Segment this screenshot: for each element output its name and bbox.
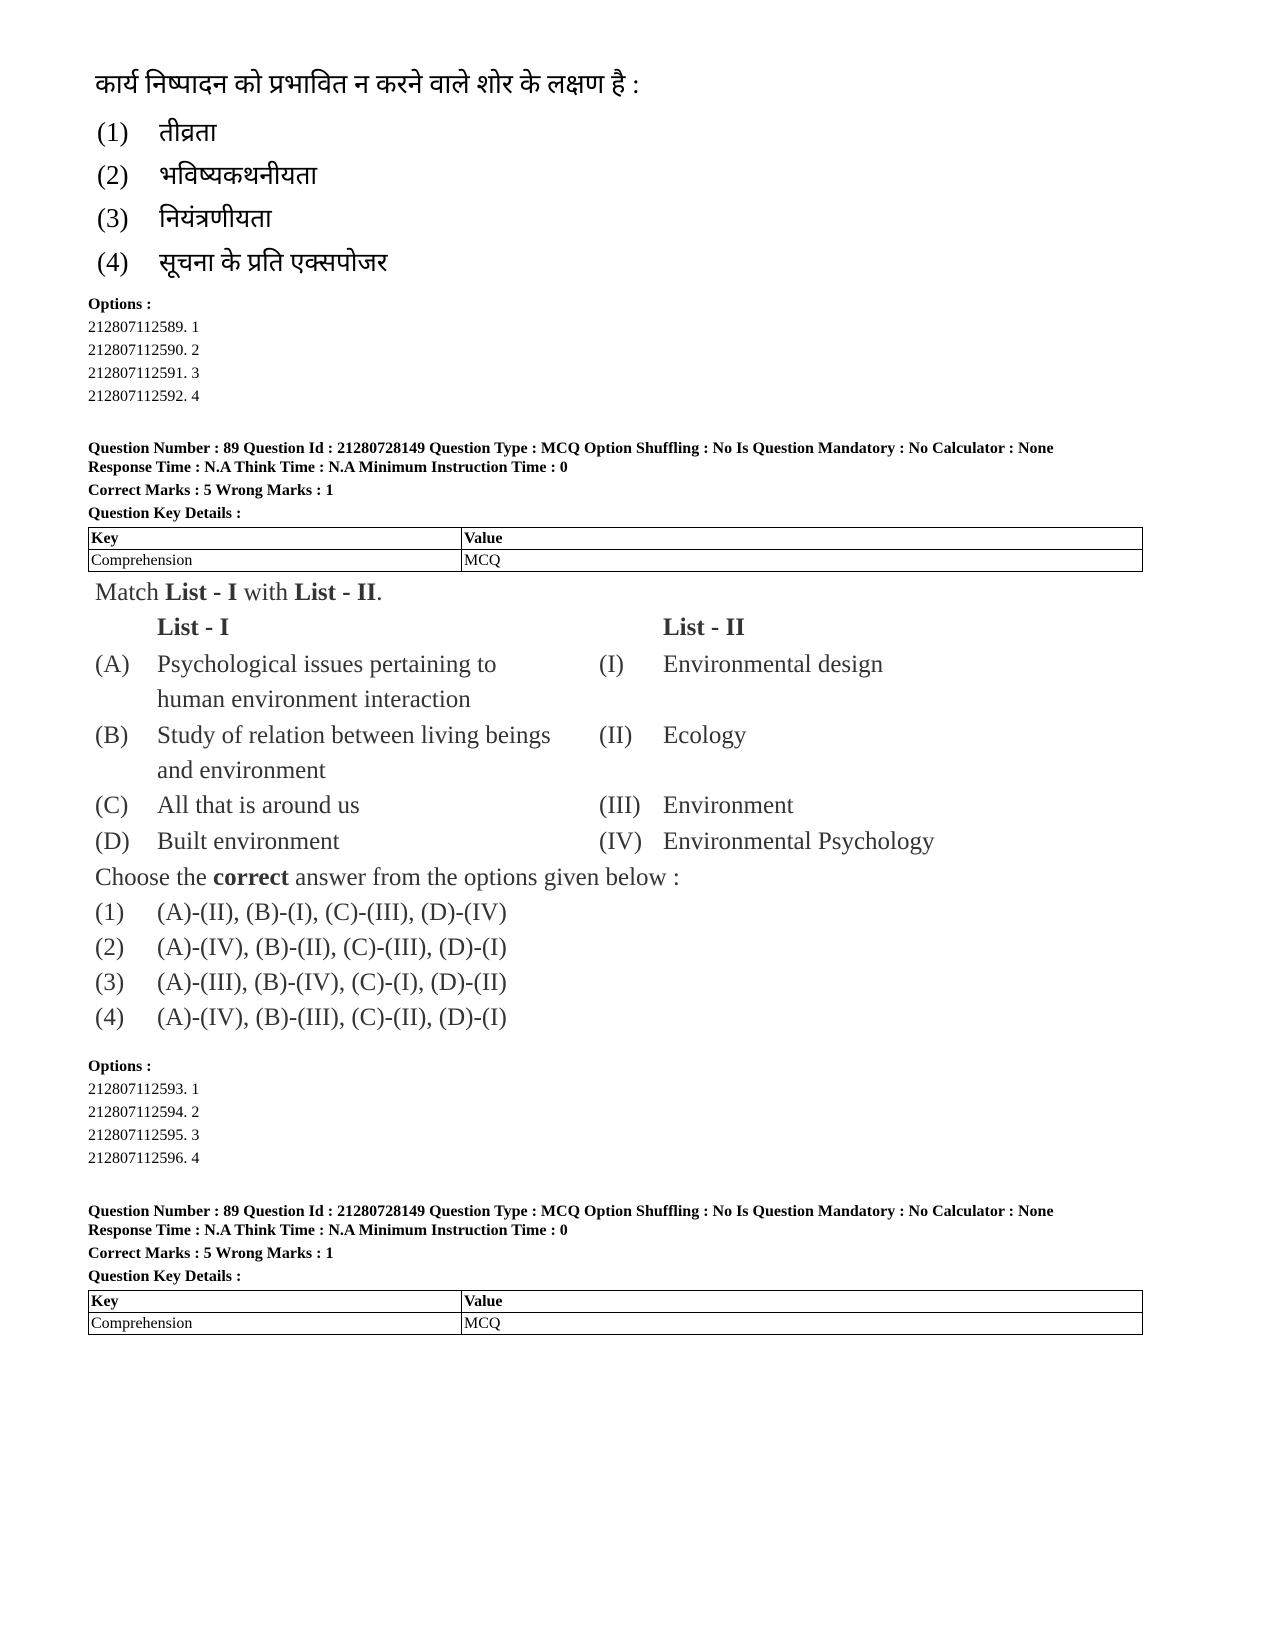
table-header-value: Value — [462, 528, 1143, 550]
row-label: (IV) — [599, 828, 643, 855]
choice-number: (2) — [97, 160, 129, 190]
row-label: (B) — [95, 722, 129, 749]
choice-text: भविष्यकथनीयता — [159, 161, 318, 190]
answer-text: (A)-(IV), (B)-(III), (C)-(II), (D)-(I) — [157, 1004, 507, 1031]
option-id: 212807112592. 4 — [88, 388, 200, 405]
row-label: (C) — [95, 792, 129, 819]
list-2-header — [663, 614, 745, 642]
table-cell-key: Comprehension — [89, 1313, 462, 1335]
stem-text: with — [237, 579, 295, 606]
stem-bold: List - II — [294, 579, 377, 606]
table-cell-value: MCQ — [462, 550, 1143, 572]
row-label: (III) — [599, 792, 641, 819]
stem-bold: List - I — [165, 579, 238, 606]
choice-text: सूचना के प्रति एक्सपोजर — [159, 248, 388, 277]
choice-number: (1) — [97, 117, 129, 147]
answer-number: (4) — [95, 1004, 125, 1031]
question-89-stem — [95, 579, 383, 607]
options-label: Options : — [88, 296, 152, 313]
key-details-label: Question Key Details : — [88, 1268, 242, 1285]
table-header-value: Value — [462, 1291, 1143, 1313]
question-88-choice-1 — [97, 113, 217, 149]
row-label: (A) — [95, 651, 130, 678]
question-meta-line-2: Response Time : N.A Think Time : N.A Minimum Instruction Time : 0 — [88, 459, 568, 476]
option-id: 212807112591. 3 — [88, 365, 200, 382]
answer-number: (1) — [95, 899, 125, 926]
table-row — [89, 550, 1143, 572]
table-row — [89, 528, 1143, 550]
table-row — [89, 1291, 1143, 1313]
question-88-stem: कार्य निष्पादन को प्रभावित न करने वाले शोर के लक्षण है : — [95, 69, 640, 99]
option-id: 212807112593. 1 — [88, 1081, 200, 1098]
row-label: (D) — [95, 828, 130, 855]
option-id: 212807112589. 1 — [88, 319, 200, 336]
list-2-item: Environmental design — [663, 651, 884, 678]
stem-text: . — [376, 579, 383, 606]
table-header-key: Key — [89, 528, 462, 550]
question-88-choice-4 — [97, 243, 387, 279]
instruction-text: answer from the options given below : — [288, 864, 680, 891]
list-1-item: All that is around us — [157, 792, 360, 819]
list-1-item-cont: and environment — [157, 757, 326, 784]
stem-text: Match — [95, 579, 166, 606]
answer-text: (A)-(III), (B)-(IV), (C)-(I), (D)-(II) — [157, 969, 507, 996]
list-1-item-cont: human environment interaction — [157, 686, 471, 713]
answer-text: (A)-(II), (B)-(I), (C)-(III), (D)-(IV) — [157, 899, 507, 926]
key-details-table — [88, 1290, 1143, 1335]
list-1-item: Built environment — [157, 828, 340, 855]
option-id: 212807112594. 2 — [88, 1104, 200, 1121]
choice-number: (4) — [97, 247, 129, 277]
instruction-text: Choose the — [95, 864, 214, 891]
answer-number: (2) — [95, 934, 125, 961]
list-1-header — [157, 614, 229, 642]
marks-line: Correct Marks : 5 Wrong Marks : 1 — [88, 482, 334, 499]
options-label: Options : — [88, 1058, 152, 1075]
question-88-choice-2 — [97, 156, 317, 192]
table-cell-value: MCQ — [462, 1313, 1143, 1335]
answer-text: (A)-(IV), (B)-(II), (C)-(III), (D)-(I) — [157, 934, 507, 961]
list-2-item: Environmental Psychology — [663, 828, 935, 855]
table-header-key: Key — [89, 1291, 462, 1313]
question-88-choice-3 — [97, 199, 272, 235]
instruction-bold: correct — [213, 864, 289, 891]
list-2-item: Ecology — [663, 722, 747, 749]
choice-text: तीव्रता — [159, 118, 217, 147]
list-header-text: List - II — [663, 614, 745, 641]
row-label: (II) — [599, 722, 633, 749]
choose-instruction — [95, 864, 680, 892]
option-id: 212807112596. 4 — [88, 1150, 200, 1167]
list-2-item: Environment — [663, 792, 794, 819]
question-meta-line-2: Response Time : N.A Think Time : N.A Minimum Instruction Time : 0 — [88, 1222, 568, 1239]
choice-number: (3) — [97, 203, 129, 233]
list-1-item: Psychological issues pertaining to — [157, 651, 497, 678]
key-details-label: Question Key Details : — [88, 505, 242, 522]
marks-line: Correct Marks : 5 Wrong Marks : 1 — [88, 1245, 334, 1262]
list-1-item: Study of relation between living beings — [157, 722, 551, 749]
question-meta-line-1: Question Number : 89 Question Id : 21280728149 Question Type : MCQ Option Shuffling : No Is Question Mandatory : No Calculator : None — [88, 1203, 1054, 1220]
choice-text: नियंत्रणीयता — [159, 204, 272, 233]
option-id: 212807112590. 2 — [88, 342, 200, 359]
option-id: 212807112595. 3 — [88, 1127, 200, 1144]
key-details-table — [88, 527, 1143, 572]
table-cell-key: Comprehension — [89, 550, 462, 572]
row-label: (I) — [599, 651, 624, 678]
list-header-text: List - I — [157, 614, 230, 641]
question-meta-line-1: Question Number : 89 Question Id : 21280728149 Question Type : MCQ Option Shuffling : No Is Question Mandatory : No Calculator : None — [88, 440, 1054, 457]
table-row — [89, 1313, 1143, 1335]
answer-number: (3) — [95, 969, 125, 996]
